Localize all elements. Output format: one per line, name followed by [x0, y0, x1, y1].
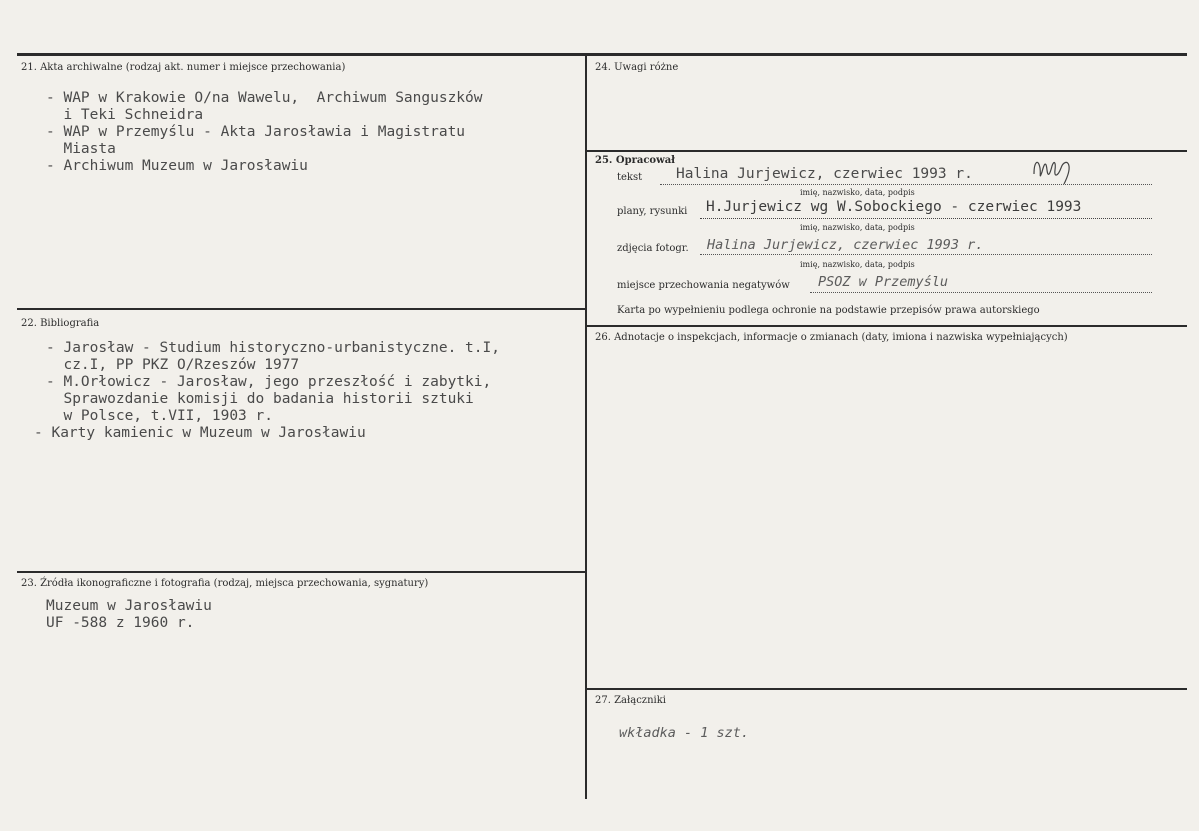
negatywy-label: miejsce przechowania negatywów [617, 280, 790, 291]
list-item: cz.I, PP PKZ O/Rzeszów 1977 [46, 357, 300, 373]
list-item: - M.Orłowicz - Jarosław, jego przeszłość i zabytki, [46, 374, 492, 390]
rule-26-27 [587, 688, 1187, 690]
list-item: - Archiwum Muzeum w Jarosławiu [46, 158, 308, 174]
section-22-label: 22. Bibliografia [21, 318, 100, 329]
section-22-entries [34, 340, 500, 442]
tekst-label: tekst [617, 172, 643, 183]
list-item: w Polsce, t.VII, 1903 r. [46, 408, 273, 424]
list-item: - Jarosław - Studium historyczno-urbanistyczne. t.I, [46, 340, 500, 356]
rule-22-23 [17, 571, 585, 573]
plany-label: plany, rysunki [617, 206, 688, 217]
top-rule [17, 53, 1187, 56]
list-item: Miasta [46, 141, 116, 157]
section-27-label: 27. Załączniki [595, 695, 666, 706]
list-item: - Karty kamienic w Muzeum w Jarosławiu [34, 425, 366, 441]
rule-21-22 [17, 308, 585, 310]
rule-24-25 [587, 150, 1187, 152]
section-27-value: wkładka - 1 szt. [619, 725, 750, 741]
list-item: UF -588 z 1960 r. [46, 615, 195, 631]
negatywy-line [810, 292, 1152, 293]
plany-line [700, 218, 1152, 219]
section-23-entries [46, 598, 212, 632]
plany-caption: imię, nazwisko, data, podpis [800, 223, 915, 232]
list-item: - WAP w Przemyślu - Akta Jarosławia i Magistratu [46, 124, 466, 140]
zdjecia-line [700, 254, 1152, 255]
zdjecia-caption: imię, nazwisko, data, podpis [800, 260, 915, 269]
zdjecia-value: Halina Jurjewicz, czerwiec 1993 r. [707, 237, 984, 253]
list-item: - WAP w Krakowie O/na Wawelu, Archiwum Sanguszków [46, 90, 483, 106]
zdjecia-label: zdjęcia fotogr. [617, 243, 689, 254]
copyright-note: Karta po wypełnieniu podlega ochronie na podstawie przepisów prawa autorskiego [617, 305, 1040, 316]
list-item: Sprawozdanie komisji do badania historii sztuki [46, 391, 474, 407]
plany-value: H.Jurjewicz wg W.Sobockiego - czerwiec 1993 [706, 199, 1082, 215]
tekst-caption: imię, nazwisko, data, podpis [800, 188, 915, 197]
section-23-label: 23. Źródła ikonograficzne i fotografia (rodzaj, miejsca przechowania, sygnatury) [21, 578, 429, 589]
section-26-label: 26. Adnotacje o inspekcjach, informacje o zmianach (daty, imiona i nazwiska wypełniających) [595, 332, 1068, 343]
negatywy-value: PSOZ w Przemyślu [818, 274, 949, 290]
section-21-label: 21. Akta archiwalne (rodzaj akt. numer i miejsce przechowania) [21, 62, 346, 73]
tekst-value: Halina Jurjewicz, czerwiec 1993 r. [676, 166, 973, 182]
list-item: i Teki Schneidra [46, 107, 204, 123]
section-21-entries [46, 90, 483, 175]
signature-mark [1028, 152, 1074, 186]
section-24-label: 24. Uwagi różne [595, 62, 679, 73]
section-25-label: 25. Opracował [595, 155, 676, 166]
rule-25-26 [587, 325, 1187, 327]
tekst-line [660, 184, 1152, 185]
list-item: Muzeum w Jarosławiu [46, 598, 212, 614]
